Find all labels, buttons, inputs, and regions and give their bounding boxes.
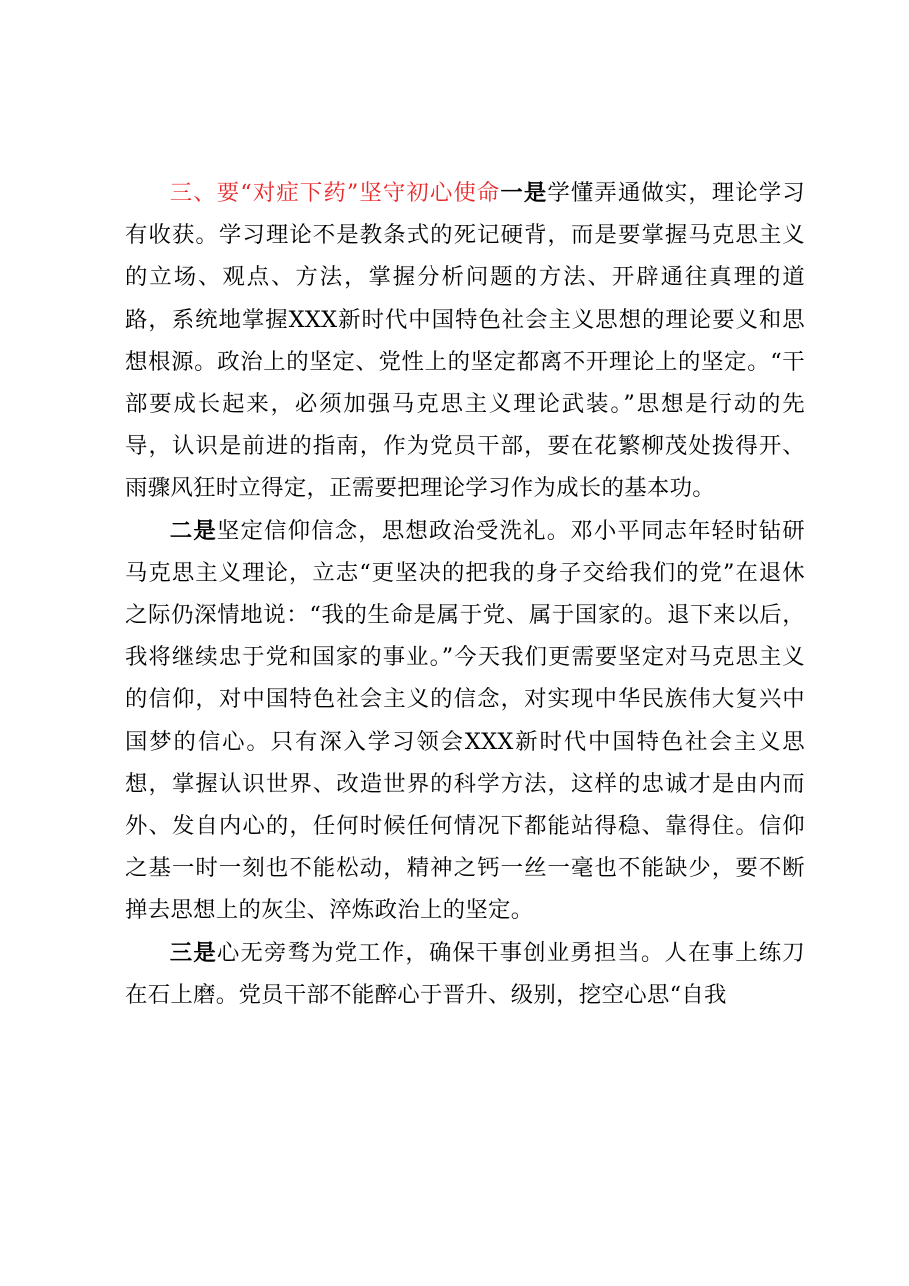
document-page xyxy=(125,172,805,1016)
paragraph-text: 心无旁骛为党工作，确保干事创业勇担当。人在事上练刀在石上磨。党员干部不能醉心于晋升、级别，挖空心思“自我 xyxy=(125,939,805,1008)
paragraph-2 xyxy=(125,510,805,932)
paragraph-lead: 二是 xyxy=(169,517,217,544)
section-heading: 三、要“对症下药”坚守初心使命 xyxy=(169,180,501,206)
paragraph-text: 坚定信仰信念，思想政治受洗礼。邓小平同志年轻时钻研马克思主义理论，立志“更坚决的把我的身子交给我们的党”在退休之际仍深情地说：“我的生命是属于党、属于国家的。退下来以后，我将继续忠于党和国家的事业。”今天我们更需要坚定对马克思主义的信仰，对中国特色社会主义的信念，对实现中华民族伟大复兴中国梦的信心。只有深入学习领会XXX新时代中国特色社会主义思想，掌握认识世界、改造世界的科学方法，这样的忠诚才是由内而外、发自内心的，任何时候任何情况下都能站得稳、靠得住。信仰之基一时一刻也不能松动，精神之钙一丝一毫也不能缺少，要不断掸去思想上的灰尘、淬炼政治上的坚定。 xyxy=(125,517,805,924)
paragraph-lead: 三是 xyxy=(169,939,217,966)
paragraph-3 xyxy=(125,932,805,1016)
paragraph-text: 学懂弄通做实，理论学习有收获。学习理论不是教条式的死记硬背，而是要掌握马克思主义的立场、观点、方法，掌握分析问题的方法、开辟通往真理的道路，系统地掌握XXX新时代中国特色社会主义思想的理论要义和思想根源。政治上的坚定、党性上的坚定都离不开理论上的坚定。“干部要成长起来，必须加强马克思主义理论武装。”思想是行动的先导，认识是前进的指南，作为党员干部，要在花繁柳茂处拨得开、雨骤风狂时立得定，正需要把理论学习作为成长的基本功。 xyxy=(125,180,805,502)
paragraph-lead: 一是 xyxy=(500,180,548,206)
paragraph-1 xyxy=(125,172,805,510)
